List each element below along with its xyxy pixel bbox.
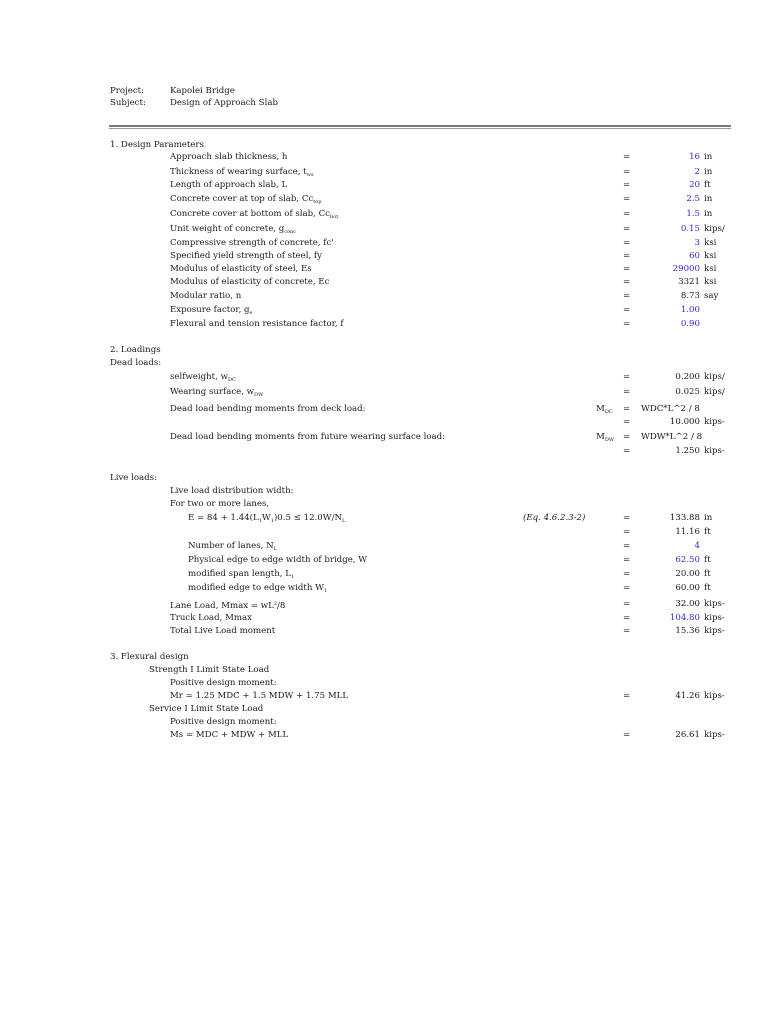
parameter-label: Specified yield strength of steel, fy [170, 251, 322, 261]
span-label: modified span length, $L_1$ [188, 569, 295, 580]
wearing-eq: = [623, 387, 631, 397]
width-value[interactable]: 62.50 [675, 555, 700, 565]
e-ft-eq: = [623, 527, 631, 537]
parameter-label: Modular ratio, n [170, 291, 242, 301]
parameter-equals: = [623, 319, 631, 329]
span-eq: = [623, 569, 631, 579]
parameter-equals: = [623, 277, 631, 287]
parameter-value[interactable]: 1.00 [680, 305, 700, 315]
parameter-unit: kips/ [704, 224, 725, 234]
mdc-unit: kips- [704, 417, 725, 427]
parameter-value[interactable]: 3 [694, 238, 700, 248]
lane-load-value: 32.00 [675, 599, 700, 609]
selfweight-value: 0.200 [675, 372, 700, 382]
parameter-value[interactable]: 20 [689, 180, 700, 190]
parameter-value[interactable]: 1.5 [686, 209, 700, 219]
wearing-unit: kips/ [704, 387, 725, 397]
mdc-eq: = [623, 404, 631, 414]
equation-reference: (Eq. 4.6.2.3-2) [523, 513, 586, 523]
ms-value: 26.61 [675, 730, 700, 740]
parameter-equals: = [623, 194, 631, 204]
truck-load-unit: kips- [704, 613, 725, 623]
edge-value: 60.00 [675, 583, 700, 593]
ms-eq: = [623, 730, 631, 740]
service-title: Service I Limit State Load [149, 704, 264, 714]
parameter-value[interactable]: 0.15 [680, 224, 700, 234]
parameter-equals: = [623, 152, 631, 162]
parameter-unit: in [704, 167, 713, 177]
parameter-label: Thickness of wearing surface, $t_{ws}$ [170, 167, 314, 178]
subject-label: Subject: [110, 98, 146, 108]
parameter-unit: in [704, 194, 713, 204]
width-label: Physical edge to edge width of bridge, W [188, 555, 368, 565]
parameter-value[interactable]: 60 [689, 251, 700, 261]
strength-title: Strength I Limit State Load [149, 665, 270, 675]
parameter-label: Exposure factor, $g_e$ [170, 305, 253, 316]
parameter-value[interactable]: 16 [689, 152, 700, 162]
section-3-title: 3. Flexural design [110, 652, 189, 662]
dead-loads-title: Dead loads: [110, 358, 162, 368]
nlanes-label: Number of lanes, $N_L$ [188, 541, 277, 552]
mdw-label: Dead load bending moments from future wearing surface load: [170, 432, 446, 442]
selfweight-unit: kips/ [704, 372, 725, 382]
mr-formula: Mr = 1.25 MDC + 1.5 MDW + 1.75 MLL [170, 691, 349, 701]
span-value: 20.00 [675, 569, 700, 579]
e-unit: in [704, 513, 713, 523]
project-value: Kapolei Bridge [170, 86, 235, 96]
subject-value: Design of Approach Slab [170, 98, 278, 108]
parameter-equals: = [623, 264, 631, 274]
parameter-label: Modulus of elasticity of steel, Es [170, 264, 312, 274]
mdw-eq2: = [623, 446, 631, 456]
lane-load-eq: = [623, 599, 631, 609]
wearing-value: 0.025 [675, 387, 700, 397]
mdc-eq2: = [623, 417, 631, 427]
mdc-value: 10.000 [669, 417, 700, 427]
header-rule-top [109, 125, 731, 127]
section-1-title: 1. Design Parameters [110, 140, 204, 150]
parameter-equals: = [623, 251, 631, 261]
parameter-equals: = [623, 180, 631, 190]
parameter-value: 3321 [678, 277, 700, 287]
mdw-value: 1.250 [675, 446, 700, 456]
total-live-label: Total Live Load moment [170, 626, 276, 636]
parameter-unit: ft [704, 180, 711, 190]
mr-value: 41.26 [675, 691, 700, 701]
width-unit: ft [704, 555, 711, 565]
truck-load-label: Truck Load, Mmax [170, 613, 253, 623]
e-formula: $E = 84 + 1.44(L_1W_1)0.5 \le 12.0W/N_L$ [188, 513, 346, 524]
parameter-equals: = [623, 224, 631, 234]
parameter-label: Concrete cover at bottom of slab, $Cc_{bot}$ [170, 209, 339, 220]
total-live-eq: = [623, 626, 631, 636]
parameter-label: Flexural and tension resistance factor, f [170, 319, 344, 329]
mdc-symbol: $M_{DC}$ [596, 404, 613, 415]
positive-moment-label-2: Positive design moment: [170, 717, 277, 727]
nlanes-eq: = [623, 541, 631, 551]
parameter-value: 8.73 [680, 291, 700, 301]
wearing-label: Wearing surface, $w_{DW}$ [170, 387, 264, 398]
parameter-equals: = [623, 209, 631, 219]
nlanes-value[interactable]: 4 [694, 541, 700, 551]
total-live-unit: kips- [704, 626, 725, 636]
parameter-label: Compressive strength of concrete, fc' [170, 238, 334, 248]
selfweight-label: selfweight, $w_{DC}$ [170, 372, 236, 383]
e-ft-unit: ft [704, 527, 711, 537]
positive-moment-label-1: Positive design moment: [170, 678, 277, 688]
parameter-label: Modulus of elasticity of concrete, Ec [170, 277, 330, 287]
parameter-unit: in [704, 152, 713, 162]
ms-formula: Ms = MDC + MDW + MLL [170, 730, 289, 740]
parameter-unit: ksi [704, 277, 717, 287]
project-label: Project: [110, 86, 144, 96]
e-ft-value: 11.16 [675, 527, 700, 537]
parameter-label: Unit weight of concrete, $g_{conc}$ [170, 224, 297, 235]
ms-unit: kips- [704, 730, 725, 740]
parameter-unit: say [704, 291, 719, 301]
mr-eq: = [623, 691, 631, 701]
parameter-value[interactable]: 29000 [672, 264, 700, 274]
parameter-equals: = [623, 291, 631, 301]
parameter-value[interactable]: 0.90 [680, 319, 700, 329]
parameter-value[interactable]: 2.5 [686, 194, 700, 204]
live-loads-title: Live loads: [110, 473, 157, 483]
total-live-value: 15.36 [675, 626, 700, 636]
parameter-label: Length of approach slab, L [170, 180, 288, 190]
edge-eq: = [623, 583, 631, 593]
mr-unit: kips- [704, 691, 725, 701]
mdc-label: Dead load bending moments from deck load: [170, 404, 366, 414]
two-lanes-label: For two or more lanes, [170, 499, 270, 509]
section-2-title: 2. Loadings [110, 345, 161, 355]
e-eq: = [623, 513, 631, 523]
mdw-formula: WDW*L^2 / 8 [641, 432, 703, 442]
parameter-label: Approach slab thickness, h [170, 152, 288, 162]
mdw-symbol: $M_{DW}$ [596, 432, 614, 443]
truck-load-eq: = [623, 613, 631, 623]
span-unit: ft [704, 569, 711, 579]
edge-unit: ft [704, 583, 711, 593]
edge-label: modified edge to edge width $W_1$ [188, 583, 328, 594]
parameter-unit: ksi [704, 264, 717, 274]
parameter-value[interactable]: 2 [694, 167, 700, 177]
distribution-width-label: Live load distribution width: [170, 486, 294, 496]
header-rule-bottom [109, 128, 731, 129]
selfweight-eq: = [623, 372, 631, 382]
parameter-equals: = [623, 238, 631, 248]
parameter-equals: = [623, 167, 631, 177]
width-eq: = [623, 555, 631, 565]
mdw-eq: = [623, 432, 631, 442]
mdc-formula: WDC*L^2 / 8 [641, 404, 700, 414]
parameter-equals: = [623, 305, 631, 315]
lane-load-label: Lane Load, $Mmax = wL^2/8$ [170, 601, 286, 611]
truck-load-value[interactable]: 104.80 [669, 613, 700, 623]
parameter-unit: ksi [704, 251, 717, 261]
mdw-unit: kips- [704, 446, 725, 456]
parameter-label: Concrete cover at top of slab, $Cc_{top}$ [170, 194, 322, 205]
lane-load-unit: kips- [704, 599, 725, 609]
parameter-unit: ksi [704, 238, 717, 248]
parameter-unit: in [704, 209, 713, 219]
e-value: 133.88 [669, 513, 700, 523]
